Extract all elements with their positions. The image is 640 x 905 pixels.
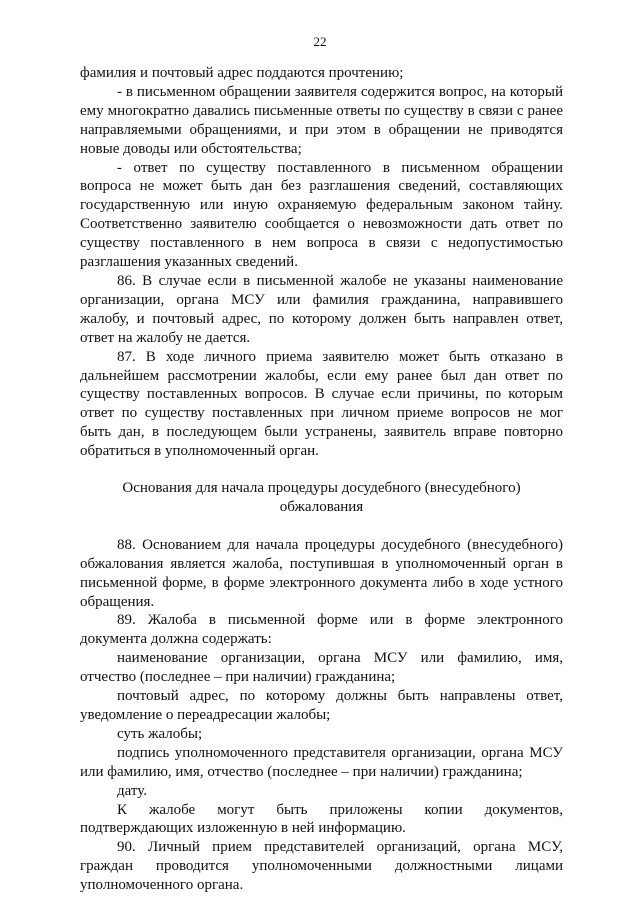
- paragraph-list-item-repeated-answers: - в письменном обращении заявителя содержится вопрос, на который ему многократно давались письменные ответы по существу в связи с ранее направляемыми обращениями, и при этом в обращении не приводятся новые доводы или обстоятельства;: [80, 83, 563, 157]
- paragraph-86: 86. В случае если в письменной жалобе не указаны наименование организации, органа МСУ или фамилия гражданина, направившего жалобу, и почтовый адрес, по которому должен быть направлен ответ, ответ на жалобу не дается.: [80, 272, 563, 346]
- paragraph-attachments: К жалобе могут быть приложены копии документов, подтверждающих изложенную в ней информацию.: [80, 801, 563, 837]
- section-heading-line-2: обжалования: [279, 498, 364, 515]
- paragraph-continuation: фамилия и почтовый адрес поддаются прочтению;: [80, 65, 404, 81]
- paragraph-88: 88. Основанием для начала процедуры досудебного (внесудебного) обжалования является жалоба, поступившая в уполномоченный орган в письменной форме, в форме электронного документа либо в ходе устного обращения.: [80, 536, 563, 610]
- paragraph-89-item-name: наименование организации, органа МСУ или фамилию, имя, отчество (последнее – при наличии) гражданина;: [80, 650, 563, 686]
- paragraph-list-item-secret-info: - ответ по существу поставленного в письменном обращении вопроса не может быть дан без разглашения сведений, составляющих государственную или иную охраняемую федеральным законом тайну. Соответственно заявителю сообщается о невозможности дать ответ по существу поставленного в нем вопроса в связи с недопустимостью разглашения указанных сведений.: [80, 159, 563, 271]
- document-body: [80, 64, 563, 895]
- paragraph-89-item-date: дату.: [117, 782, 148, 799]
- section-heading-line-1: Основания для начала процедуры досудебного (внесудебного): [122, 480, 521, 497]
- paragraph-89-item-address: почтовый адрес, по которому должны быть направлены ответ, уведомление о переадресации жалобы;: [80, 688, 563, 723]
- paragraph-89-item-essence: суть жалобы;: [117, 725, 203, 742]
- page-number: 22: [313, 34, 327, 49]
- paragraph-90: 90. Личный прием представителей организаций, органа МСУ, граждан проводится уполномоченными должностными лицами уполномоченного органа.: [80, 839, 563, 894]
- paragraph-89: 89. Жалоба в письменной форме или в форме электронного документа должна содержать:: [80, 612, 563, 648]
- section-heading: [80, 479, 563, 517]
- paragraph-87: 87. В ходе личного приема заявителю может быть отказано в дальнейшем рассмотрении жалобы, если ему ранее был дан ответ по существу поставленных вопросов. В случае если причины, по которым ответ по существу поставленных при личном приеме вопросов не мог быть дан, в последующем были устранены, заявитель вправе повторно обратиться в уполномоченный орган.: [80, 348, 563, 460]
- paragraph-89-item-signature: подпись уполномоченного представителя организации, органа МСУ или фамилию, имя, отчество (последнее – при наличии) гражданина;: [80, 744, 563, 780]
